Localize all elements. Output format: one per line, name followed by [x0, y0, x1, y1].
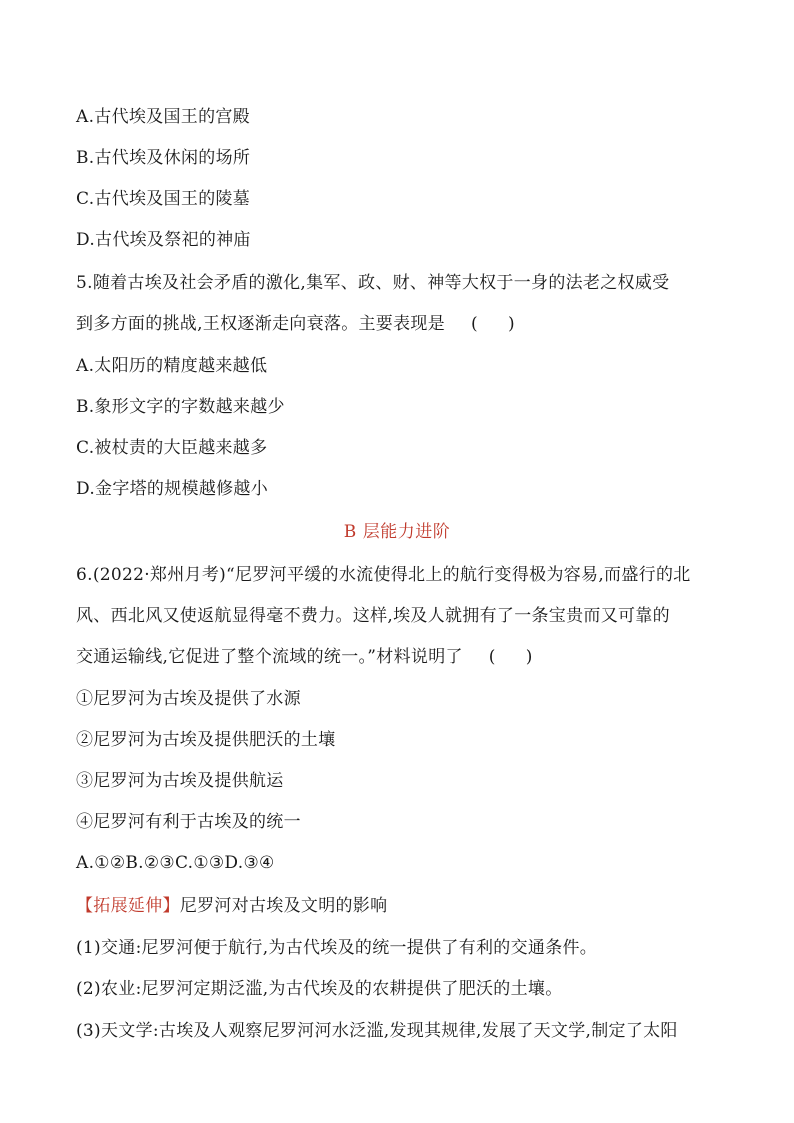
q6-choices: A.①②B.②③C.①③D.③④ [76, 853, 275, 873]
q4-option-c: C.古代埃及国王的陵墓 [76, 189, 251, 209]
q6-stem-line2: 风、西北风又使返航显得毫不费力。这样,埃及人就拥有了一条宝贵而又可靠的 [76, 606, 670, 626]
q6-statement-2: ②尼罗河为古埃及提供肥沃的土壤 [76, 730, 336, 750]
q5-stem-text: 到多方面的挑战,王权逐渐走向衰落。主要表现是 [76, 314, 446, 334]
q5-option-a: A.太阳历的精度越来越低 [76, 356, 268, 376]
q6-statement-4: ④尼罗河有利于古埃及的统一 [76, 812, 301, 832]
q4-option-d: D.古代埃及祭祀的神庙 [76, 230, 251, 250]
q4-option-b: B.古代埃及休闲的场所 [76, 148, 251, 168]
extension-heading [76, 895, 387, 917]
extension-title: 尼罗河对古埃及文明的影响 [179, 896, 388, 916]
section-title: B 层能力进阶 [343, 522, 451, 542]
extension-item-1: (1)交通:尼罗河便于航行,为古代埃及的统一提供了有利的交通条件。 [76, 938, 598, 958]
q6-stem-text: 交通运输线,它促进了整个流域的统一。”材料说明了 [76, 647, 463, 667]
q6-stem-line1: 6.(2022·郑州月考)“尼罗河平缓的水流使得北上的航行变得极为容易,而盛行的北 [76, 565, 691, 585]
q6-answer-blank: ( ) [488, 647, 533, 667]
q5-option-d: D.金字塔的规模越修越小 [76, 479, 269, 499]
extension-item-3: (3)天文学:古埃及人观察尼罗河河水泛滥,发现其规律,发展了天文学,制定了太阳 [76, 1021, 678, 1041]
q4-option-a: A.古代埃及国王的宫殿 [76, 107, 250, 127]
q5-answer-blank: ( ) [471, 314, 515, 334]
q6-statement-3: ③尼罗河为古埃及提供航运 [76, 771, 284, 791]
q5-stem-line1: 5.随着古埃及社会矛盾的激化,集军、政、财、神等大权于一身的法老之权威受 [76, 273, 670, 293]
q5-option-c: C.被杖责的大臣越来越多 [76, 438, 268, 458]
extension-item-2: (2)农业:尼罗河定期泛滥,为古代埃及的农耕提供了肥沃的土壤。 [76, 979, 563, 999]
q6-statement-1: ①尼罗河为古埃及提供了水源 [76, 689, 301, 709]
q5-stem-line2 [76, 313, 515, 335]
q5-option-b: B.象形文字的字数越来越少 [76, 397, 285, 417]
extension-tag: 【拓展延伸】 [76, 896, 180, 916]
q6-stem-line3 [76, 646, 533, 668]
